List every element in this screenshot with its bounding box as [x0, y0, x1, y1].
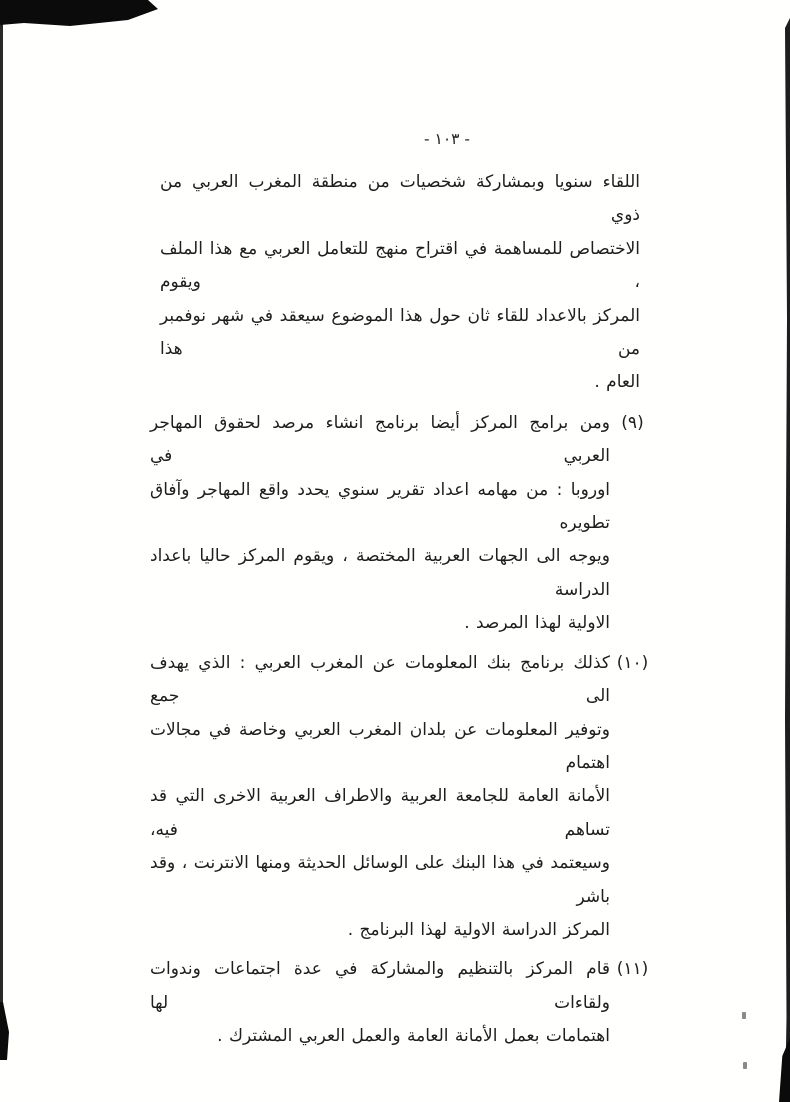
item-number: (١٠)	[616, 652, 649, 673]
item-number: (٩)	[621, 412, 644, 433]
text-line: اهتمامات بعمل الأمانة العامة والعمل العربي المشترك .	[217, 1026, 610, 1047]
list-item-9	[150, 407, 655, 641]
text-line: قام المركز بالتنظيم والمشاركة في عدة اجتماعات وندوات ولقاءات لها	[150, 959, 610, 1013]
item-number: (١١)	[616, 959, 649, 980]
paragraph-continuation	[160, 166, 640, 400]
scan-artifact-right-bottom-blob	[779, 1038, 790, 1102]
text-line: اللقاء سنويا وبمشاركة شخصيات من منطقة المغرب العربي من ذوي	[160, 172, 640, 226]
document-body	[150, 166, 655, 1060]
text-line: كذلك برنامج بنك المعلومات عن المغرب العربي : الذي يهدف الى جمع	[150, 652, 610, 707]
list-item-11	[150, 953, 655, 1053]
text-line: المركز الدراسة الاولية لهذا البرنامج .	[347, 919, 610, 940]
scan-speck	[742, 1012, 746, 1019]
text-line: وسيعتمد في هذا البنك على الوسائل الحديثة ومنها الانترنت ، وقد باشر	[150, 853, 610, 907]
text-line: وتوفير المعلومات عن بلدان المغرب العربي وخاصة في مجالات اهتمام	[150, 719, 610, 773]
text-line: العام .	[594, 372, 640, 393]
scan-artifact-left-edge-line	[0, 22, 3, 1024]
text-line: الاولية لهذا المرصد .	[464, 613, 610, 634]
text-line: ويوجه الى الجهات العربية المختصة ، ويقوم المركز حاليا باعداد الدراسة	[150, 546, 610, 600]
item-text	[150, 953, 610, 1053]
scan-artifact-right-edge-line	[785, 18, 790, 1102]
list-item-10	[150, 647, 655, 948]
scan-artifact-top-left-blob	[0, 0, 158, 27]
text-line: الاختصاص للمساهمة في اقتراح منهج للتعامل العربي مع هذا الملف ، ويقوم	[160, 238, 640, 293]
item-text	[150, 407, 610, 641]
text-line: المركز بالاعداد للقاء ثان حول هذا الموضوع سيعقد في شهر نوفمبر من هذا	[160, 305, 640, 360]
item-text	[150, 647, 610, 948]
scan-speck	[743, 1062, 747, 1069]
scan-artifact-left-bottom-blob	[0, 1002, 9, 1060]
page-number: - ١٠٣ -	[423, 130, 471, 148]
text-line: اوروبا : من مهامه اعداد تقرير سنوي يحدد واقع المهاجر وآفاق تطويره	[150, 479, 610, 534]
text-line: ومن برامج المركز أيضا برنامج انشاء مرصد لحقوق المهاجر العربي في	[150, 412, 610, 467]
text-line: الأمانة العامة للجامعة العربية والاطراف العربية الاخرى التي قد تساهم فيه،	[150, 786, 610, 840]
